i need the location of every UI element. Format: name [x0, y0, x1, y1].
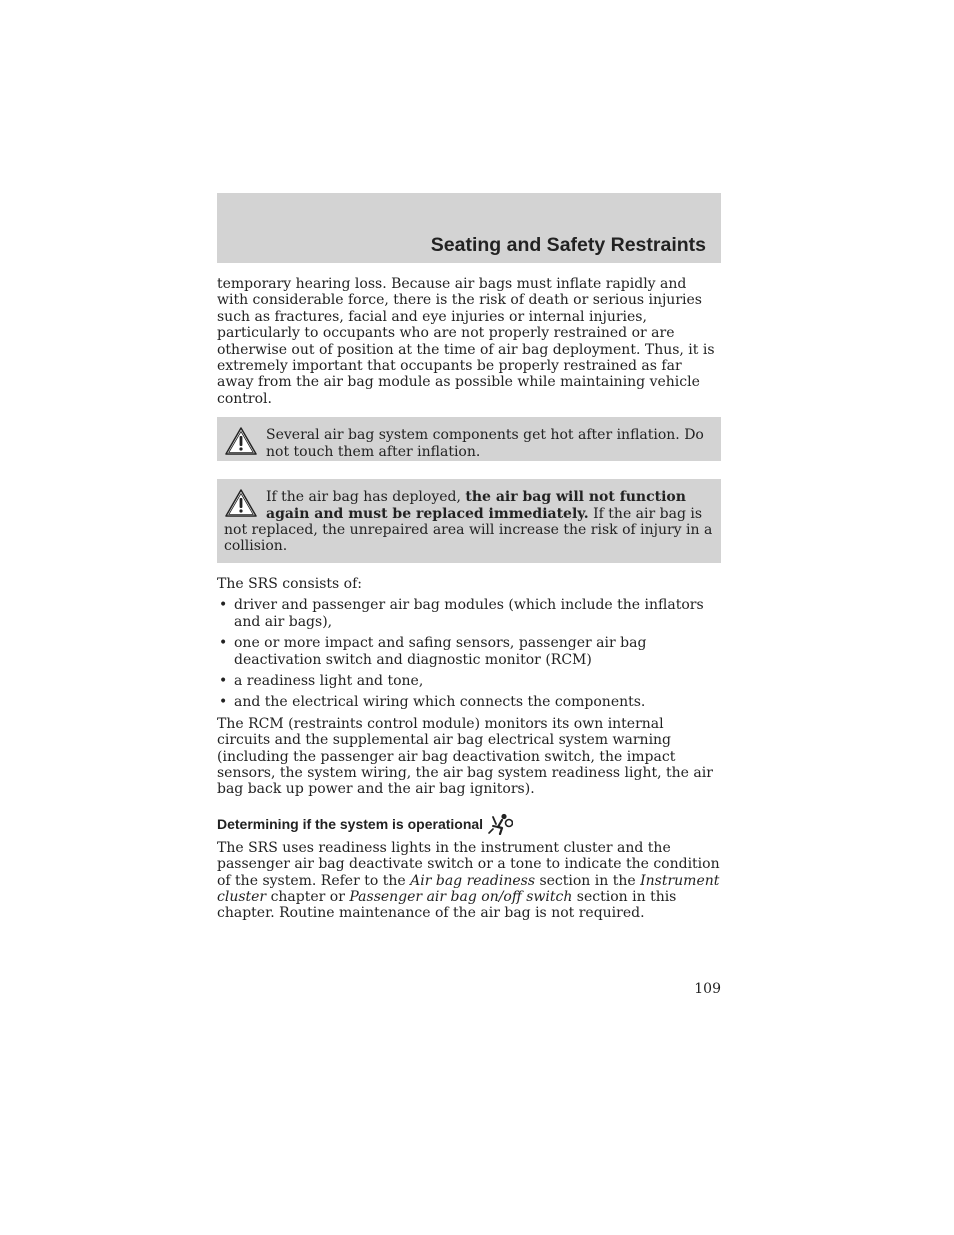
reference-air-bag-readiness: Air bag readiness	[410, 872, 536, 889]
paragraph-text: section in the	[535, 872, 641, 889]
warning-bold-text: the air bag will not function again and must be replaced immediately.	[266, 489, 686, 522]
list-item-text: driver and passenger air bag modules (which include the inflators and air bags),	[234, 597, 704, 630]
bullet: •	[219, 635, 228, 652]
reference-passenger-air-bag-switch: Passenger air bag on/off switch	[349, 888, 573, 905]
manual-page	[217, 193, 721, 922]
warning-box-hot-components	[217, 417, 721, 461]
subheading-text: Determining if the system is operational	[217, 815, 484, 832]
warning-lead-text: If the air bag has deployed,	[266, 489, 466, 506]
warning-triangle-icon	[224, 487, 258, 519]
warning-triangle-icon	[224, 425, 258, 457]
reference-instrument-cluster: Instrument cluster	[217, 872, 720, 905]
bullet: •	[219, 694, 228, 711]
warning-box-deployed	[217, 479, 721, 563]
list-item	[217, 673, 721, 689]
paragraph-text: The SRS uses readiness lights in the instrument cluster and the passenger air bag deactivate switch or a tone to indicate the condition of the system. Refer to the	[217, 839, 720, 889]
section-title: Seating and Safety Restraints	[430, 234, 706, 256]
paragraph-text: chapter or	[266, 888, 350, 905]
srs-intro: The SRS consists of:	[217, 575, 362, 592]
section-header	[217, 193, 721, 263]
list-item-text: one or more impact and safing sensors, passenger air bag deactivation switch and diagnostic monitor (RCM)	[234, 635, 647, 668]
rcm-paragraph: The RCM (restraints control module) monitors its own internal circuits and the supplemental air bag electrical system warning (including the passenger air bag deactivation switch, the impact sensors, the system wiring, the air bag system readiness light, the air bag back up power and the air bag ignitors).	[217, 715, 713, 798]
list-item	[217, 597, 721, 630]
page-number: 109	[694, 981, 721, 997]
bullet: •	[219, 597, 228, 614]
srs-component-list	[217, 597, 721, 710]
list-item-text: a readiness light and tone,	[234, 672, 424, 689]
paragraph-text: section in this chapter. Routine maintenance of the air bag is not required.	[217, 888, 677, 922]
operational-paragraph	[217, 840, 721, 922]
list-item	[217, 694, 721, 710]
bullet: •	[219, 672, 228, 689]
list-item-text: and the electrical wiring which connects the components.	[234, 694, 646, 711]
warning-text: Several air bag system components get hot after inflation. Do not touch them after inflation.	[266, 427, 704, 460]
subheading	[217, 813, 721, 835]
warning-tail-text: If the air bag is not replaced, the unrepaired area will increase the risk of injury in a collision.	[224, 505, 713, 555]
intro-paragraph: temporary hearing loss. Because air bags must inflate rapidly and with considerable force, there is the risk of death or serious injuries such as fractures, facial and eye injuries or internal injuries, particularly to occupants who are not properly restrained or are otherwise out of position at the time of air bag deployment. Thus, it is extremely important that occupants be properly restrained as far away from the air bag module as possible while maintaining vehicle control.	[217, 276, 715, 407]
list-item	[217, 635, 721, 668]
airbag-seat-icon	[487, 813, 513, 835]
